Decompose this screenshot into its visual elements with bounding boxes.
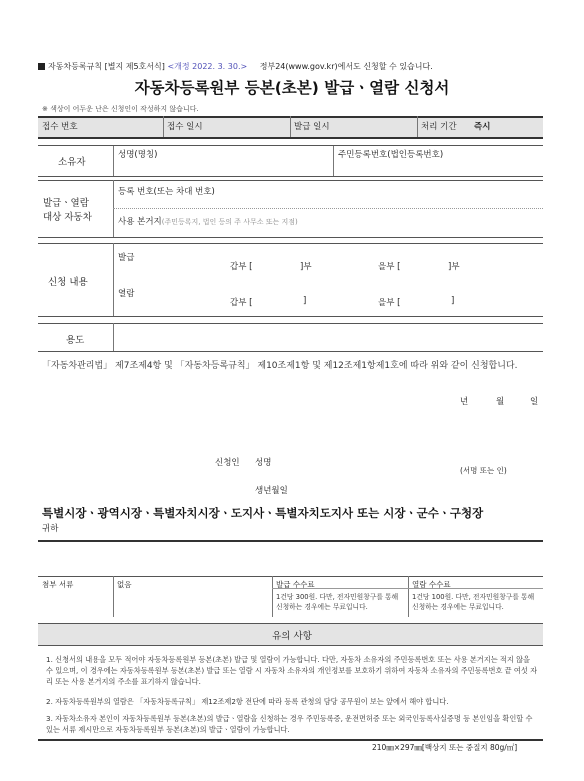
divider: [38, 540, 543, 542]
date-month: 월: [496, 397, 505, 407]
attachments-label: 첨부 서류: [42, 580, 74, 589]
issue-gap-unit: ]부: [300, 262, 312, 272]
use-base-field[interactable]: [118, 215, 298, 227]
owner-name-field[interactable]: 성명(명칭): [118, 150, 158, 160]
form-reference: [38, 61, 433, 72]
divider: [417, 116, 418, 137]
use-base-hint: (주민등록지, 법인 등의 주 사무소 또는 지점): [161, 218, 298, 226]
divider: [113, 208, 543, 209]
view-eul-count[interactable]: ]: [451, 296, 455, 306]
notes-item-2: 2. 자동차등록원부의 열람은 「자동차등록규칙」 제12조제2항 전단에 따라 등록 관청의 담당 공무원이 보는 앞에서 해야 합니다.: [46, 697, 449, 706]
divider: [38, 645, 543, 646]
attachments-value: 없음: [117, 580, 132, 589]
issue-fee-label: 발급 수수료: [276, 580, 315, 589]
paper-spec: 210㎜×297㎜[백상지 또는 중질지 80g/㎡]: [372, 743, 518, 752]
square-bullet-icon: [38, 63, 45, 70]
applicant-name-label: 성명: [255, 458, 272, 468]
divider: [163, 116, 164, 137]
view-gap-label: 갑부 [: [230, 298, 253, 308]
issue-gap-count[interactable]: [300, 260, 312, 272]
purpose-label: 용도: [66, 335, 85, 346]
shaded-note: ※ 색상이 어두운 난은 신청인이 작성하지 않습니다.: [42, 105, 199, 113]
applicant-label: 신청인: [215, 458, 240, 468]
processing-period-label: 처리 기간: [421, 122, 457, 132]
receipt-number-label: 접수 번호: [42, 122, 78, 132]
divider: [113, 243, 114, 316]
vehicle-section-label-line1: 발급ㆍ열람: [43, 198, 89, 209]
birth-date-label: 생년월일: [255, 486, 288, 496]
table-bottom-border: [38, 739, 543, 741]
notes-item-1: 1. 신청서의 내용을 모두 적어야 자동차등록원부 등본(초본) 발급 및 열람이 가능합니다. 다만, 자동차 소유자의 주민등록번호 또는 사용 본거지는 적지 않을 수 있으며, 이 경우에는 자동차등록원부 등본(초본) 발급 또는 열람 시 자동차 소유자의 개인정보를 보호하기 위하여 자동차 소유자의 주민등록번호 끝 여섯 자리 또는 사용 본거지의 주소를 표기하지 않습니다.: [46, 655, 538, 686]
page-title: 자동차등록원부 등본(초본) 발급ㆍ열람 신청서: [134, 79, 450, 97]
view-fee-value: 1건당 100원. 다만, 전자민원창구를 통해 신청하는 경우에는 무료입니다.: [412, 593, 535, 611]
signature-label: (서명 또는 인): [460, 466, 507, 475]
owner-id-field[interactable]: 주민등록번호(법인등록번호): [338, 150, 444, 160]
divider: [38, 137, 543, 139]
revision-text: <개정 2022. 3. 30.>: [167, 62, 248, 71]
view-fee-label: 열람 수수료: [412, 580, 451, 589]
divider: [38, 237, 543, 238]
date-year: 년: [460, 397, 469, 407]
authority-title: 특별시장ㆍ광역시장ㆍ특별자치시장ㆍ도지사ㆍ특별자치도지사 또는 시장ㆍ군수ㆍ구청장: [42, 506, 484, 520]
divider: [272, 576, 273, 617]
divider: [38, 176, 543, 177]
applicant-name-field[interactable]: [290, 453, 450, 469]
request-section-label: 신청 내용: [48, 277, 88, 288]
purpose-field[interactable]: [118, 326, 538, 348]
divider: [290, 116, 291, 137]
notes-item-3: 3. 자동차소유자 본인이 자동차등록원부 등본(초본)의 발급ㆍ열람을 신청하는 경우 주민등록증, 운전면허증 또는 외국인등록사실증명 등 본인임을 확인할 수 있는 서류 제시만으로 자동차등록원부 등본(초본)의 발급ㆍ열람이 가능합니다.: [46, 714, 533, 734]
online-notice: 정부24(www.gov.kr)에서도 신청할 수 있습니다.: [259, 62, 433, 71]
divider: [113, 576, 114, 617]
honorific: 귀하: [42, 524, 59, 534]
view-label: 열람: [118, 289, 135, 299]
owner-section-label: 소유자: [58, 157, 86, 168]
declaration-text: 「자동차관리법」 제7조제4항 및 「자동차등록규칙」 제10조제1항 및 제12조제1항제1호에 따라 위와 같이 신청합니다.: [42, 361, 518, 371]
use-base-label: 사용 본거지: [118, 217, 162, 227]
issue-eul-unit: ]부: [448, 262, 460, 272]
divider: [113, 323, 114, 351]
issue-gap-label: 갑부 [: [230, 262, 253, 272]
registration-number-field[interactable]: 등록 번호(또는 차대 번호): [118, 187, 215, 197]
form-ref-text: 자동차등록규칙 [별지 제5호서식]: [48, 62, 165, 71]
divider: [38, 145, 543, 146]
divider: [38, 623, 543, 624]
issue-fee-value: 1건당 300원. 다만, 전자민원창구를 통해 신청하는 경우에는 무료입니다.: [276, 593, 399, 611]
notes-title: 유의 사항: [272, 631, 312, 642]
date-day: 일: [530, 397, 539, 407]
issue-eul-count[interactable]: [448, 260, 460, 272]
issue-eul-label: 을부 [: [378, 262, 401, 272]
view-eul-label: 을부 [: [378, 298, 401, 308]
issue-label: 발급: [118, 253, 135, 263]
receipt-date-label: 접수 일시: [167, 122, 203, 132]
vehicle-section-label-line2: 대상 자동차: [43, 212, 92, 223]
divider: [408, 576, 409, 617]
divider: [38, 351, 543, 352]
divider: [333, 145, 334, 176]
processing-period-value: 즉시: [474, 122, 491, 132]
divider: [113, 145, 114, 176]
issue-date-label: 발급 일시: [294, 122, 330, 132]
divider: [38, 316, 543, 317]
view-gap-count[interactable]: ]: [303, 296, 307, 306]
